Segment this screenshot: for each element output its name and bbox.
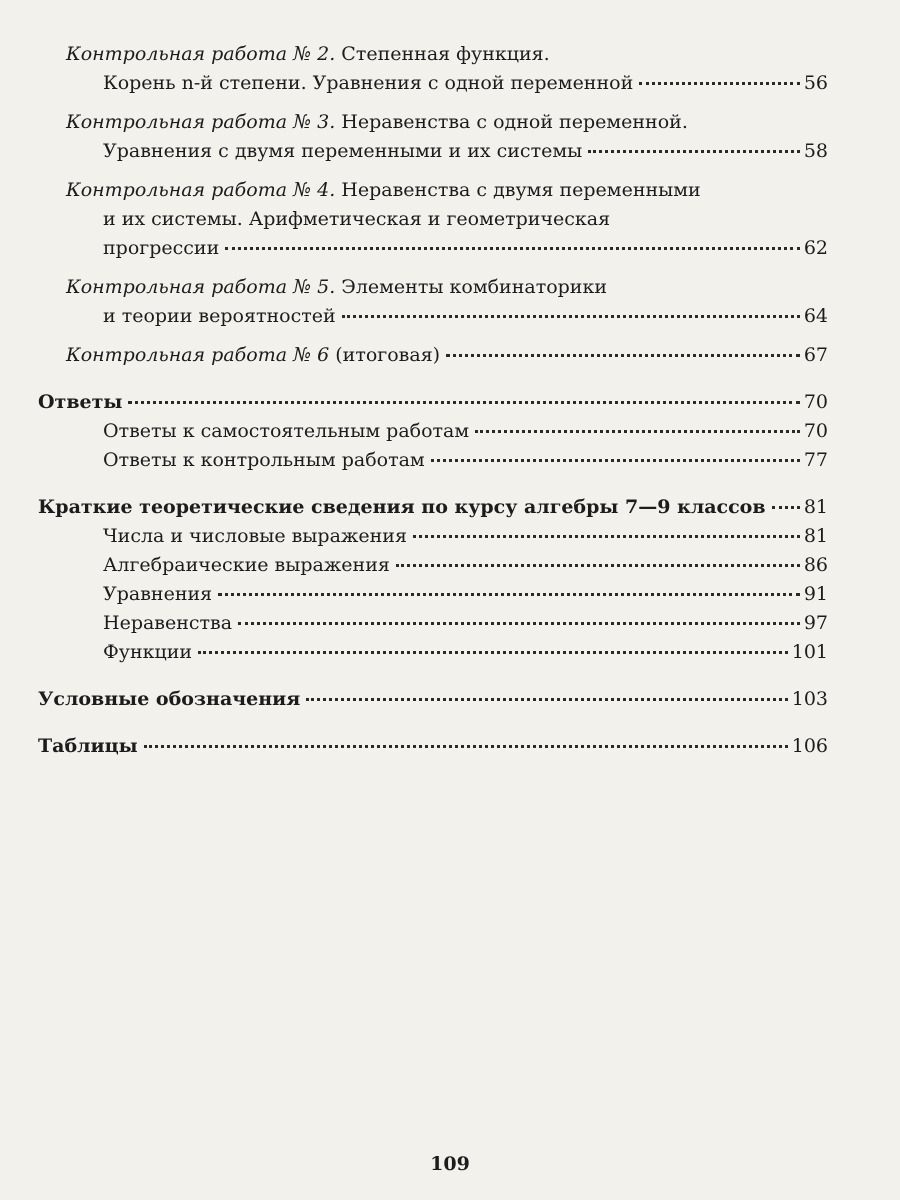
- entry-label: Контрольная работа № 2.: [66, 43, 336, 65]
- entry-page: 81: [803, 496, 828, 518]
- entry-title: Ответы к самостоятельным работам: [103, 420, 470, 442]
- entry-title-line3: прогрессии: [103, 237, 220, 259]
- dot-leader: [306, 698, 787, 701]
- toc-entry-test-2[interactable]: [0, 40, 900, 98]
- entry-page: 56: [803, 72, 828, 94]
- toc-entry-answers-tests[interactable]: [0, 446, 900, 475]
- entry-title-line2: и теории вероятностей: [103, 305, 336, 327]
- dot-leader: [639, 82, 800, 85]
- dot-leader: [446, 354, 800, 357]
- entry-title: Ответы к контрольным работам: [103, 449, 425, 471]
- entry-title: Ответы: [38, 391, 123, 413]
- toc-entry-answers-independent[interactable]: [0, 417, 900, 446]
- entry-title: Функции: [103, 641, 193, 663]
- entry-page: 70: [803, 391, 828, 413]
- dot-leader: [413, 535, 800, 538]
- toc-entry-answers[interactable]: [0, 388, 900, 417]
- entry-title: Краткие теоретические сведения по курсу алгебры 7—9 классов: [38, 496, 766, 518]
- toc-entry-symbols[interactable]: [0, 685, 900, 714]
- entry-title: Условные обозначения: [38, 688, 301, 710]
- dot-leader: [128, 401, 799, 404]
- entry-label: Контрольная работа № 5.: [66, 276, 336, 298]
- entry-label: Контрольная работа № 3.: [66, 111, 336, 133]
- entry-page: 86: [803, 554, 828, 576]
- dot-leader: [225, 247, 800, 250]
- entry-title: Уравнения: [103, 583, 213, 605]
- entry-title-line2: и их системы. Арифметическая и геометрическая: [103, 208, 611, 230]
- dot-leader: [198, 651, 788, 654]
- entry-title: Числа и числовые выражения: [103, 525, 407, 547]
- entry-title-line1: Степенная функция.: [341, 43, 550, 65]
- entry-label: Контрольная работа № 4.: [66, 179, 336, 201]
- dot-leader: [342, 315, 800, 318]
- toc-entry-functions[interactable]: [0, 638, 900, 667]
- entry-page: 101: [791, 641, 828, 663]
- toc-entry-tables[interactable]: [0, 732, 900, 761]
- entry-page: 81: [803, 525, 828, 547]
- entry-title-line1: Неравенства с двумя переменными: [341, 179, 701, 201]
- entry-title-line1: Элементы комбинаторики: [341, 276, 608, 298]
- entry-title: (итоговая): [335, 344, 441, 366]
- toc-entry-numbers[interactable]: [0, 522, 900, 551]
- toc-entry-theory[interactable]: [0, 493, 900, 522]
- toc-entry-equations[interactable]: [0, 580, 900, 609]
- dot-leader: [238, 622, 800, 625]
- dot-leader: [218, 593, 800, 596]
- toc-entry-test-4[interactable]: [0, 176, 900, 263]
- entry-title: Таблицы: [38, 735, 138, 757]
- entry-title: Алгебраические выражения: [103, 554, 390, 576]
- dot-leader: [475, 430, 800, 433]
- toc-entry-test-3[interactable]: [0, 108, 900, 166]
- toc-entry-algebraic[interactable]: [0, 551, 900, 580]
- entry-title-line2: Корень n-й степени. Уравнения с одной переменной: [103, 72, 634, 94]
- entry-page: 97: [803, 612, 828, 634]
- entry-page: 58: [803, 140, 828, 162]
- dot-leader: [144, 745, 788, 748]
- page-number: 109: [430, 1153, 470, 1175]
- toc-entry-test-6[interactable]: [0, 341, 900, 370]
- entry-label: Контрольная работа № 6: [66, 344, 330, 366]
- dot-leader: [431, 459, 800, 462]
- entry-page: 77: [803, 449, 828, 471]
- entry-title: Неравенства: [103, 612, 233, 634]
- table-of-contents: [0, 40, 900, 761]
- entry-page: 106: [791, 735, 828, 757]
- entry-page: 62: [803, 237, 828, 259]
- dot-leader: [772, 506, 800, 509]
- entry-page: 64: [803, 305, 828, 327]
- entry-page: 67: [803, 344, 828, 366]
- dot-leader: [588, 150, 800, 153]
- entry-title-line2: Уравнения с двумя переменными и их системы: [103, 140, 583, 162]
- entry-page: 91: [803, 583, 828, 605]
- entry-page: 103: [791, 688, 828, 710]
- toc-entry-test-5[interactable]: [0, 273, 900, 331]
- toc-entry-inequalities[interactable]: [0, 609, 900, 638]
- entry-page: 70: [803, 420, 828, 442]
- entry-title-line1: Неравенства с одной переменной.: [341, 111, 688, 133]
- dot-leader: [396, 564, 800, 567]
